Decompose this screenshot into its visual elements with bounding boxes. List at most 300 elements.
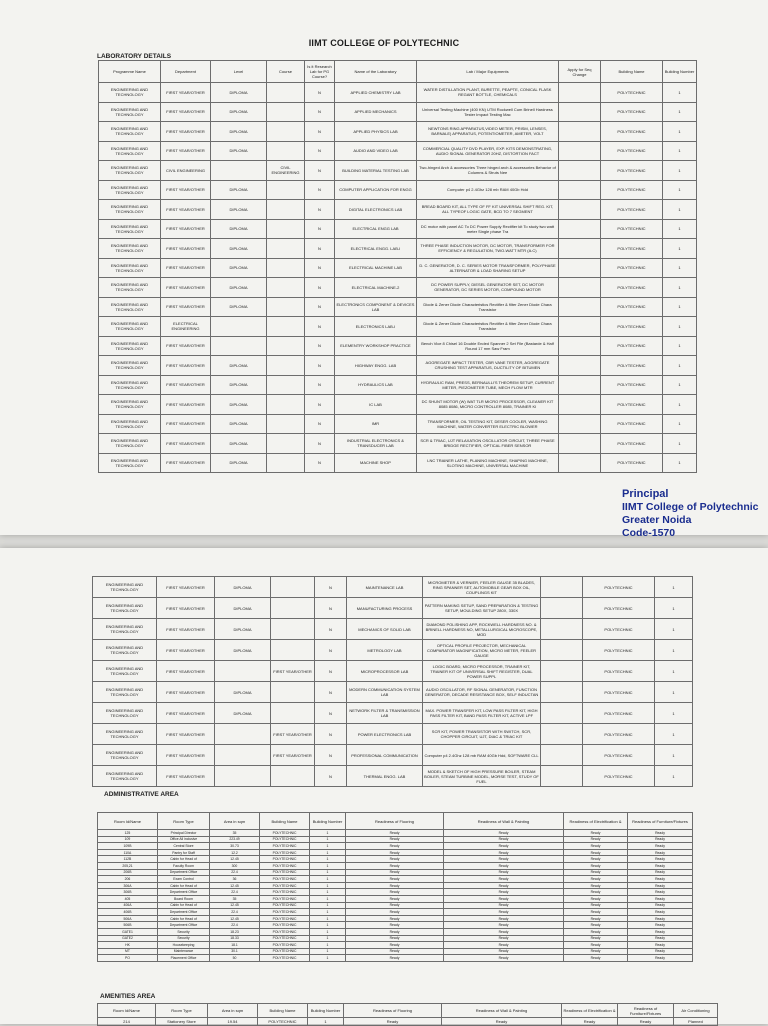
lab-cell-equip: TRANSFORMER, OIL TESTING KIT, DESER COOLER, WASHING MACHINE, WATER CONVERTER ELECTRIC BLOWER (417, 414, 559, 434)
admin-cell: Ready (564, 843, 628, 850)
lab-cell-apply (559, 180, 601, 200)
admin-cell: MT (98, 948, 158, 955)
lab-cell-rs: N (305, 356, 335, 376)
lab-cell-rs: N (305, 161, 335, 181)
lab-cell-dept: FIRST YEAR/OTHER (161, 83, 211, 103)
table-row (98, 876, 693, 883)
lab-cell-rs: N (305, 317, 335, 337)
lab-cell-num: 1 (655, 703, 693, 724)
admin-cell: Ready (564, 909, 628, 916)
lab-cell-apply (559, 83, 601, 103)
lab-column-header: Is it Research Lab for PG Course? (305, 61, 335, 83)
lab-cell-level (215, 661, 271, 682)
admin-cell: 205,21 (98, 862, 158, 869)
table-row (99, 297, 697, 317)
lab-cell-bldg: POLYTECHNIC (601, 180, 663, 200)
lab-cell-lab: ELECTRONICS COMPONENT & DEVICES LAB (335, 297, 417, 317)
lab-cell-equip: COMMERCIAL QUALITY DVD PLAYER, EXP. KITS DEMONSTRATING, AUDIO SIGNAL GENERATOR 20HZ, DISTORTION FACT (417, 141, 559, 161)
lab-cell-course (267, 83, 305, 103)
admin-cell: Ready (444, 882, 564, 889)
lab-cell-num: 1 (655, 661, 693, 682)
lab-cell-num: 1 (655, 724, 693, 745)
lab-cell-lab: MECHANICS OF SOLID LAB (347, 619, 423, 640)
admin-cell: 406B (98, 909, 158, 916)
lab-cell-equip: Computer p4 2.4Ghz 128 mb RAM 40Gb Hdd, SOFTWARE CLL (423, 745, 541, 766)
lab-cell-equip: SCR & TRIAC, UJT RELAXATION OSCILLATOR CIRCUIT, THREE PHASE BRIDGE RECTIFIER, OPTICAL FIBER SENSOR (417, 434, 559, 454)
lab-cell-rs: N (315, 661, 347, 682)
lab-cell-lab: MACHINE SHOP (335, 453, 417, 473)
lab-cell-course (267, 200, 305, 220)
admin-cell: Ready (628, 955, 693, 962)
admin-cell: 35 (210, 830, 260, 837)
admin-cell: POLYTECHNIC (260, 856, 310, 863)
lab-cell-num: 1 (663, 200, 697, 220)
admin-cell: 206B (98, 869, 158, 876)
amenities-cell: 214 (98, 1018, 156, 1026)
lab-cell-num: 1 (663, 297, 697, 317)
admin-cell: POLYTECHNIC (260, 889, 310, 896)
lab-cell-level: DIPLOMA (215, 703, 271, 724)
table-row (93, 703, 693, 724)
table-row (98, 909, 693, 916)
lab-cell-level: DIPLOMA (211, 83, 267, 103)
lab-column-header: Name of the Laboratory (335, 61, 417, 83)
lab-cell-level: DIPLOMA (215, 640, 271, 661)
lab-cell-prog: ENGINEERING AND TECHNOLOGY (99, 239, 161, 259)
admin-cell: Cabin for Head of (158, 856, 210, 863)
table-row (98, 849, 693, 856)
lab-cell-equip: MAX. POWER TRANSFER KIT, LOW PASS FILTER KIT, HIGH PASS FILTER KIT, BAND PASS FILTER KIT, ACTIVE LPF (423, 703, 541, 724)
admin-cell: 112B (98, 856, 158, 863)
lab-cell-prog: ENGINEERING AND TECHNOLOGY (93, 661, 157, 682)
admin-cell: Security (158, 928, 210, 935)
lab-cell-equip: Computer p4 2.4Ghz 128 mb RAM 40Gb Hdd (417, 180, 559, 200)
lab-cell-bldg: POLYTECHNIC (601, 434, 663, 454)
lab-cell-rs: N (315, 577, 347, 598)
amenities-column-header: Readiness of Flooring (344, 1004, 442, 1018)
lab-cell-equip: NEWTONS RING APPARATUS,VIDEO METER, PRISM, LENSES, BARNALE) APPARATUS, POTENTIOMETER, AMETER, VOLT (417, 122, 559, 142)
lab-cell-dept: FIRST YEAR/OTHER (161, 200, 211, 220)
admin-cell: Ready (564, 830, 628, 837)
admin-cell: Department Office (158, 869, 210, 876)
admin-cell: Ready (444, 836, 564, 843)
admin-cell: PO (98, 955, 158, 962)
lab-cell-num: 1 (663, 258, 697, 278)
table-row (98, 882, 693, 889)
lab-cell-num: 1 (663, 414, 697, 434)
document-title: IIMT COLLEGE OF POLYTECHNIC (308, 38, 460, 48)
lab-cell-lab: POWER ELECTRONICS LAB (347, 724, 423, 745)
lab-cell-course (271, 577, 315, 598)
admin-cell: 1 (310, 849, 346, 856)
lab-cell-lab: METROLOGY LAB (347, 640, 423, 661)
lab-cell-lab: ELECTRICAL ENGG LAB (335, 219, 417, 239)
lab-cell-bldg: POLYTECHNIC (601, 336, 663, 356)
table-row (99, 395, 697, 415)
lab-cell-lab: MICROPROCESSOR LAB (347, 661, 423, 682)
lab-cell-course (267, 278, 305, 298)
lab-cell-bldg: POLYTECHNIC (601, 395, 663, 415)
amenities-column-header: Readiness of Furniture/Fixtures (618, 1004, 674, 1018)
lab-cell-apply (559, 395, 601, 415)
admin-cell: Ready (444, 915, 564, 922)
lab-cell-bldg: POLYTECHNIC (583, 766, 655, 787)
lab-cell-level (215, 745, 271, 766)
lab-cell-prog: ENGINEERING AND TECHNOLOGY (93, 724, 157, 745)
admin-cell: 1 (310, 830, 346, 837)
lab-cell-level: DIPLOMA (211, 356, 267, 376)
admin-cell: 12.45 (210, 882, 260, 889)
lab-cell-rs: N (305, 258, 335, 278)
admin-cell: Ready (346, 909, 444, 916)
lab-cell-lab: APPLIED PHYSICS LAB (335, 122, 417, 142)
admin-cell: Ready (346, 935, 444, 942)
lab-cell-course (267, 239, 305, 259)
lab-cell-prog: ENGINEERING AND TECHNOLOGY (99, 453, 161, 473)
lab-cell-prog: ENGINEERING AND TECHNOLOGY (99, 297, 161, 317)
admin-cell: Ready (444, 843, 564, 850)
admin-cell: 18.33 (210, 935, 260, 942)
table-row (99, 317, 697, 337)
admin-cell: Ready (444, 895, 564, 902)
lab-cell-equip: OPTICAL PROFILE PROJECTOR, MECHANICAL COMPARATOR MAGNIFICATION, MICRO METER, FEELER GAUGE (423, 640, 541, 661)
admin-cell: Ready (628, 882, 693, 889)
lab-cell-num: 1 (655, 619, 693, 640)
lab-cell-equip: DC POWER SUPPLY, DIESEL GENERATOR SET, DC MOTOR GENERATOR, DC SERIES MOTOR, COMPOUND MOTOR (417, 278, 559, 298)
lab-cell-lab: COMPUTER APPLICATION FOR ENGG (335, 180, 417, 200)
amenities-cell: 1 (308, 1018, 344, 1026)
admin-cell: Ready (346, 856, 444, 863)
admin-cell: 30.1 (210, 948, 260, 955)
admin-column-header: Readiness of Electrification & (564, 813, 628, 830)
table-row (98, 902, 693, 909)
admin-cell: Ready (628, 862, 693, 869)
admin-column-header: Readiness of Wall & Painting (444, 813, 564, 830)
admin-cell: 12.45 (210, 902, 260, 909)
lab-column-header: Level (211, 61, 267, 83)
lab-cell-prog: ENGINEERING AND TECHNOLOGY (99, 434, 161, 454)
lab-cell-course: CIVIL ENGINEERING (267, 161, 305, 181)
lab-cell-prog: ENGINEERING AND TECHNOLOGY (99, 278, 161, 298)
lab-cell-equip: THREE PHASE INDUCTION MOTOR, DC MOTOR, TRANSFORMER FOR EFFICIENCY & REGULATION, TWO-WATT MTR (A.C) (417, 239, 559, 259)
lab-cell-dept: FIRST YEAR/OTHER (161, 239, 211, 259)
admin-cell: 22.4 (210, 922, 260, 929)
lab-cell-course (271, 619, 315, 640)
admin-cell: 1 (310, 948, 346, 955)
lab-cell-rs: N (315, 766, 347, 787)
lab-cell-rs: N (305, 297, 335, 317)
table-row (93, 682, 693, 703)
lab-cell-equip: DIAMOND POLISHING APP, ROCKWELL HARDNESS NO. & BRINELL HARDNESS NO, METALLURGICAL MICROSCOPE, MOD (423, 619, 541, 640)
lab-cell-dept: FIRST YEAR/OTHER (157, 766, 215, 787)
admin-cell: POLYTECHNIC (260, 876, 310, 883)
table-row (99, 278, 697, 298)
admin-cell: 1 (310, 843, 346, 850)
lab-cell-lab: DIGITAL ELECTRONICS LAB (335, 200, 417, 220)
table-row (98, 948, 693, 955)
amenities-column-header: Room Type (156, 1004, 208, 1018)
lab-cell-prog: ENGINEERING AND TECHNOLOGY (93, 598, 157, 619)
lab-cell-lab: INDUSTRIAL ELECTRONICS & TRANSDUCER LAB (335, 434, 417, 454)
admin-cell: POLYTECHNIC (260, 909, 310, 916)
admin-cell: 12.45 (210, 915, 260, 922)
amenities-column-header: Building Number (308, 1004, 344, 1018)
lab-cell-dept: FIRST YEAR/OTHER (161, 258, 211, 278)
amenities-column-header: Building Name (258, 1004, 308, 1018)
admin-cell: Ready (346, 948, 444, 955)
table-row (98, 942, 693, 949)
admin-cell: 18.1 (210, 942, 260, 949)
lab-cell-level: DIPLOMA (211, 219, 267, 239)
lab-cell-prog: ENGINEERING AND TECHNOLOGY (93, 682, 157, 703)
lab-cell-apply (541, 619, 583, 640)
table-row (99, 375, 697, 395)
table-row (98, 895, 693, 902)
admin-cell: POLYTECHNIC (260, 902, 310, 909)
admin-cell: 1 (310, 889, 346, 896)
lab-cell-rs: N (305, 219, 335, 239)
amenities-cell: 19.54 (208, 1018, 258, 1026)
lab-cell-num: 1 (655, 577, 693, 598)
table-row (99, 414, 697, 434)
lab-cell-level: DIPLOMA (211, 122, 267, 142)
lab-cell-apply (559, 375, 601, 395)
lab-cell-bldg: POLYTECHNIC (601, 278, 663, 298)
admin-cell: Ready (564, 869, 628, 876)
lab-cell-level (215, 766, 271, 787)
admin-cell: 1 (310, 922, 346, 929)
admin-cell: Ready (444, 876, 564, 883)
admin-cell: Ready (346, 915, 444, 922)
admin-cell: Central Store (158, 843, 210, 850)
admin-cell: POLYTECHNIC (260, 915, 310, 922)
admin-cell: Ready (346, 895, 444, 902)
lab-cell-rs: N (315, 619, 347, 640)
lab-cell-prog: ENGINEERING AND TECHNOLOGY (99, 375, 161, 395)
lab-cell-apply (559, 414, 601, 434)
admin-cell: Ready (628, 876, 693, 883)
lab-cell-course (267, 122, 305, 142)
amenities-cell: Planned (674, 1018, 718, 1026)
lab-cell-bldg: POLYTECHNIC (601, 239, 663, 259)
lab-cell-bldg: POLYTECHNIC (583, 682, 655, 703)
table-row (98, 935, 693, 942)
lab-cell-apply (559, 434, 601, 454)
admin-cell: Ready (444, 922, 564, 929)
table-row (93, 577, 693, 598)
lab-cell-equip: Universal Testing Machine (400 KN) UTM Rockwell Cum Brinell Hardness Tester Impact Testing Mac (417, 102, 559, 122)
admin-cell: 22.4 (210, 869, 260, 876)
lab-cell-rs: N (315, 703, 347, 724)
lab-cell-course (267, 453, 305, 473)
admin-cell: Department Office (158, 889, 210, 896)
lab-cell-level: DIPLOMA (211, 414, 267, 434)
admin-cell: POLYTECHNIC (260, 843, 310, 850)
lab-cell-level: DIPLOMA (211, 297, 267, 317)
lab-cell-equip: LNC TRAINER LATHE, PLANING MACHINE, SHAPING MACHINE, SLOTING MACHINE, UNIVERSAL MACHINE (417, 453, 559, 473)
lab-cell-equip: Diode & Zener Diode Characteristics Rectifier & filter Zener Diode Chara Transistor (417, 297, 559, 317)
table-row (98, 928, 693, 935)
lab-cell-dept: FIRST YEAR/OTHER (157, 703, 215, 724)
table-row (99, 102, 697, 122)
admin-cell: POLYTECHNIC (260, 942, 310, 949)
admin-cell: Ready (628, 942, 693, 949)
lab-cell-course (267, 317, 305, 337)
lab-cell-lab: BUILDING MATERIAL TESTING LAB (335, 161, 417, 181)
lab-cell-num: 1 (655, 745, 693, 766)
lab-cell-prog: ENGINEERING AND TECHNOLOGY (99, 122, 161, 142)
lab-cell-course (271, 703, 315, 724)
admin-cell: Ready (628, 849, 693, 856)
lab-cell-num: 1 (663, 239, 697, 259)
admin-cell: Ready (628, 836, 693, 843)
admin-cell: Ready (564, 895, 628, 902)
admin-cell: 506A (98, 915, 158, 922)
lab-cell-prog: ENGINEERING AND TECHNOLOGY (99, 258, 161, 278)
admin-cell: Ready (564, 902, 628, 909)
admin-cell: Ready (444, 862, 564, 869)
lab-cell-equip: MODEL & SKETCH OF HIGH PRESSURE BOILER, STEAM BOILER, STEAM TURBINE MODEL, MORSE TEST, STUDY OF FUEL (423, 766, 541, 787)
admin-cell: 35 (210, 895, 260, 902)
admin-cell: Ready (564, 948, 628, 955)
admin-cell: Ready (628, 915, 693, 922)
admin-cell: POLYTECHNIC (260, 895, 310, 902)
lab-cell-level: DIPLOMA (211, 434, 267, 454)
lab-cell-equip: SCR KIT, POWER TRANSISTOR WITH SWITCH, SCR, CHOPPER CIRCUIT, UJT, DIAC & TRIAC KIT (423, 724, 541, 745)
lab-cell-prog: ENGINEERING AND TECHNOLOGY (99, 161, 161, 181)
lab-cell-apply (559, 356, 601, 376)
table-row (99, 83, 697, 103)
admin-cell: Ready (444, 902, 564, 909)
admin-cell: Principal Director (158, 830, 210, 837)
lab-cell-dept: FIRST YEAR/OTHER (161, 278, 211, 298)
admin-column-header: Area in sqm (210, 813, 260, 830)
lab-cell-prog: ENGINEERING AND TECHNOLOGY (93, 640, 157, 661)
lab-column-header: Department (161, 61, 211, 83)
lab-cell-course: FIRST YEAR/OTHER (271, 724, 315, 745)
table-row (99, 336, 697, 356)
lab-cell-num: 1 (655, 766, 693, 787)
lab-cell-course (267, 356, 305, 376)
admin-cell: Ready (444, 935, 564, 942)
lab-cell-prog: ENGINEERING AND TECHNOLOGY (93, 577, 157, 598)
admin-cell: Ready (444, 830, 564, 837)
table-row (98, 922, 693, 929)
lab-cell-bldg: POLYTECHNIC (601, 258, 663, 278)
lab-cell-rs: N (315, 682, 347, 703)
table-row (98, 955, 693, 962)
admin-cell: Ready (628, 895, 693, 902)
lab-cell-equip: BREAD BOARD KIT, ALL TYPE OF FF KIT UNIVERSAL SHIFT REG. KIT, ALL TYPEOF LOGIC GATE, BCD TO 7 SEGMENT (417, 200, 559, 220)
admin-cell: Ready (444, 928, 564, 935)
lab-cell-prog: ENGINEERING AND TECHNOLOGY (99, 414, 161, 434)
lab-cell-lab: APPLIED CHEMISTRY LAB (335, 83, 417, 103)
lab-cell-lab: APPLIED MECHANICS (335, 102, 417, 122)
admin-cell: Ready (346, 955, 444, 962)
amenities-column-header: Area in sqm (208, 1004, 258, 1018)
lab-cell-apply (559, 161, 601, 181)
amenities-cell: POLYTECHNIC (258, 1018, 308, 1026)
lab-cell-equip: Diode & Zener Diode Characteristics Rectifier & filter Zener Diode Chara Transistor (417, 317, 559, 337)
lab-cell-dept: FIRST YEAR/OTHER (157, 661, 215, 682)
admin-cell: Board Room (158, 895, 210, 902)
lab-cell-dept: FIRST YEAR/OTHER (161, 141, 211, 161)
lab-cell-level: DIPLOMA (211, 453, 267, 473)
lab-cell-dept: FIRST YEAR/OTHER (157, 745, 215, 766)
admin-cell: Placement Office (158, 955, 210, 962)
lab-cell-bldg: POLYTECHNIC (583, 745, 655, 766)
lab-cell-num: 1 (655, 682, 693, 703)
lab-cell-level: DIPLOMA (211, 141, 267, 161)
lab-cell-lab: THERMAL ENGG. LAB (347, 766, 423, 787)
lab-cell-prog: ENGINEERING AND TECHNOLOGY (99, 102, 161, 122)
amenities-column-header: Room Id/Name (98, 1004, 156, 1018)
lab-cell-rs: N (315, 598, 347, 619)
principal-stamp (622, 488, 768, 540)
stamp-line-city: Greater Noida (622, 514, 692, 526)
admin-cell: 1 (310, 836, 346, 843)
lab-cell-lab: IC LAB (335, 395, 417, 415)
admin-cell: 306B (98, 889, 158, 896)
admin-cell: Ready (564, 915, 628, 922)
table-row (98, 843, 693, 850)
admin-cell: Ready (564, 928, 628, 935)
lab-cell-num: 1 (663, 395, 697, 415)
admin-cell: Ready (564, 882, 628, 889)
admin-cell: Ready (564, 836, 628, 843)
lab-cell-num: 1 (655, 598, 693, 619)
lab-cell-level: DIPLOMA (211, 239, 267, 259)
lab-cell-dept: FIRST YEAR/OTHER (157, 640, 215, 661)
lab-cell-bldg: POLYTECHNIC (601, 141, 663, 161)
admin-column-header: Building Name (260, 813, 310, 830)
lab-cell-equip: AGGREGATE IMPACT TESTER, CBR VANE TESTER, AGGREGATE CRUSHING TEST APPARATUS, DUCTILITY OF BITUMEN (417, 356, 559, 376)
lab-cell-lab: PROFESSIONAL COMMUNICATION (347, 745, 423, 766)
lab-cell-course (271, 640, 315, 661)
admin-cell: Ready (444, 955, 564, 962)
lab-cell-lab: ELECTRICAL MACHINE-2 (335, 278, 417, 298)
admin-cell: Ready (628, 928, 693, 935)
admin-cell: Ready (346, 869, 444, 876)
admin-cell: GATE1 (98, 928, 158, 935)
admin-cell: 1 (310, 876, 346, 883)
admin-cell: Office All inclusive (158, 836, 210, 843)
admin-cell: Ready (346, 928, 444, 935)
lab-cell-level: DIPLOMA (215, 577, 271, 598)
lab-cell-dept: FIRST YEAR/OTHER (161, 356, 211, 376)
lab-cell-equip: DC motor with panel AC To DC Power Supply Rectifier kit To study two watt meter Single phase Tra (417, 219, 559, 239)
admin-cell: Cabin for Head of (158, 902, 210, 909)
lab-cell-dept: FIRST YEAR/OTHER (161, 414, 211, 434)
admin-cell: Ready (628, 935, 693, 942)
admin-cell: Ready (628, 948, 693, 955)
table-row (93, 661, 693, 682)
lab-cell-apply (559, 219, 601, 239)
lab-cell-rs: N (305, 434, 335, 454)
table-row (99, 219, 697, 239)
lab-cell-apply (559, 258, 601, 278)
admin-cell: Ready (444, 948, 564, 955)
amenities-column-header: Air Conditioning (674, 1004, 718, 1018)
admin-cell: Ready (564, 922, 628, 929)
lab-cell-apply (541, 661, 583, 682)
table-row (93, 766, 693, 787)
lab-cell-bldg: POLYTECHNIC (583, 577, 655, 598)
admin-cell: Ready (628, 902, 693, 909)
lab-cell-bldg: POLYTECHNIC (601, 102, 663, 122)
lab-cell-rs: N (315, 745, 347, 766)
admin-cell: Ready (564, 849, 628, 856)
